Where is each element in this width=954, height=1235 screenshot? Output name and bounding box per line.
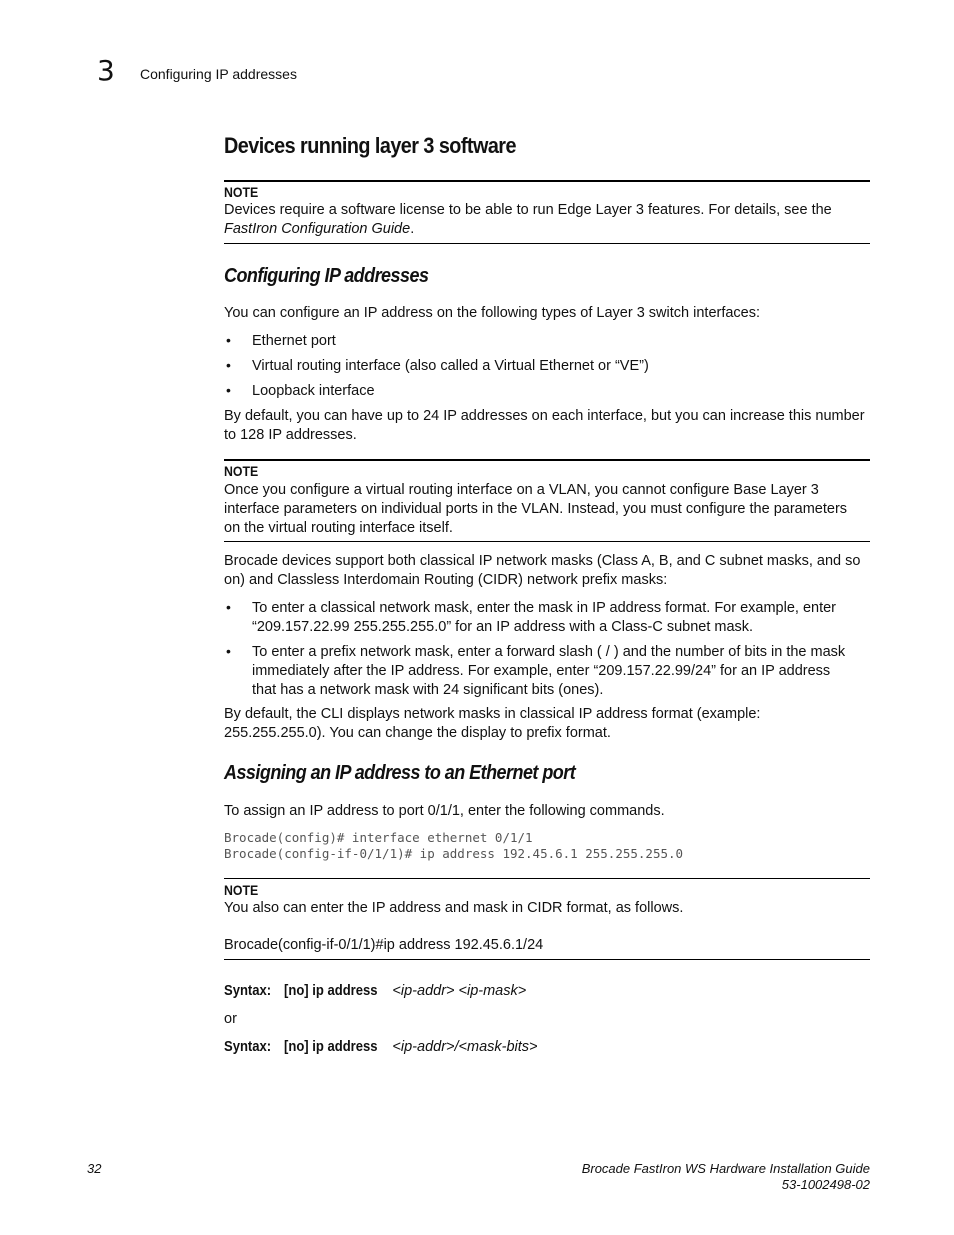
code-block	[224, 830, 683, 862]
syntax-command: [no] ip address	[284, 983, 378, 999]
text-line: on the virtual routing interface itself.	[224, 520, 453, 536]
note-rule-top	[224, 180, 870, 182]
running-header-title: Configuring IP addresses	[140, 66, 297, 82]
note-rule-bottom	[224, 959, 870, 960]
text-line: that has a network mask with 24 significant bits (ones).	[252, 682, 604, 698]
note-text	[224, 481, 870, 538]
list-item: Virtual routing interface (also called a Virtual Ethernet or “VE”)	[252, 358, 649, 374]
note-label: NOTE	[224, 463, 259, 479]
bullet-icon: •	[226, 332, 231, 348]
text-line: By default, you can have up to 24 IP addresses on each interface, but you can increase this number	[224, 408, 865, 424]
note-label: NOTE	[224, 882, 259, 898]
intro-paragraph: To assign an IP address to port 0/1/1, enter the following commands.	[224, 803, 665, 819]
intro-paragraph: You can configure an IP address on the following types of Layer 3 switch interfaces:	[224, 305, 761, 321]
note-text	[224, 201, 870, 239]
default-paragraph	[224, 407, 870, 445]
list-item	[252, 599, 872, 637]
text-line: 255.255.255.0). You can change the display to prefix format.	[224, 725, 611, 741]
section-title-layer3: Devices running layer 3 software	[224, 133, 516, 158]
text-line: to 128 IP addresses.	[224, 427, 357, 443]
list-item	[252, 643, 872, 700]
or-text: or	[224, 1011, 237, 1027]
guide-reference: FastIron Configuration Guide	[224, 221, 411, 237]
bullet-icon: •	[226, 382, 231, 398]
text-line: Once you configure a virtual routing interface on a VLAN, you cannot configure Base Layer 3	[224, 482, 819, 498]
list-item: Ethernet port	[252, 333, 336, 349]
note-rule-bottom	[224, 541, 870, 542]
text-line: To enter a classical network mask, enter the mask in IP address format. For example, enter	[252, 600, 837, 616]
cli-paragraph	[224, 705, 870, 743]
note-rule-bottom	[224, 243, 870, 244]
bullet-icon: •	[226, 643, 231, 659]
note-command: Brocade(config-if-0/1/1)#ip address 192.45.6.1/24	[224, 937, 544, 953]
subsection-title-configuring: Configuring IP addresses	[224, 265, 429, 287]
note-period: .	[410, 221, 415, 237]
text-line: immediately after the IP address. For example, enter “209.157.22.99/24” for an IP address	[252, 663, 831, 679]
bullet-icon: •	[226, 599, 231, 615]
note-label: NOTE	[224, 184, 259, 200]
masks-paragraph	[224, 552, 870, 590]
chapter-number: 3	[97, 54, 115, 87]
footer-guide	[582, 1161, 870, 1193]
text-line: “209.157.22.99 255.255.255.0” for an IP address with a Class-C subnet mask.	[252, 619, 754, 635]
doc-number: 53-1002498-02	[781, 1177, 870, 1192]
syntax-args: <ip-addr> <ip-mask>	[392, 983, 527, 999]
code-line: Brocade(config-if-0/1/1)# ip address 192.45.6.1 255.255.255.0	[224, 846, 684, 861]
page-number: 32	[87, 1161, 102, 1176]
syntax-args: <ip-addr>/<mask-bits>	[392, 1039, 538, 1055]
syntax-line	[224, 982, 526, 1001]
text-line: on) and Classless Interdomain Routing (CIDR) network prefix masks:	[224, 572, 668, 588]
syntax-line	[224, 1038, 538, 1057]
subsection-title-assigning: Assigning an IP address to an Ethernet port	[224, 762, 576, 784]
syntax-label: Syntax:	[224, 983, 272, 999]
text-line: To enter a prefix network mask, enter a forward slash ( / ) and the number of bits in the mask	[252, 644, 846, 660]
note-rule-top	[224, 459, 870, 461]
code-line: Brocade(config)# interface ethernet 0/1/1	[224, 830, 533, 845]
text-line: By default, the CLI displays network masks in classical IP address format (example:	[224, 706, 761, 722]
text-line: interface parameters on individual ports in the VLAN. Instead, you must configure the parameters	[224, 501, 848, 517]
list-item: Loopback interface	[252, 383, 375, 399]
note-text: You also can enter the IP address and mask in CIDR format, as follows.	[224, 900, 684, 916]
note-rule-top	[224, 878, 870, 879]
bullet-icon: •	[226, 357, 231, 373]
syntax-command: [no] ip address	[284, 1039, 378, 1055]
guide-title: Brocade FastIron WS Hardware Installation Guide	[581, 1161, 870, 1176]
syntax-label: Syntax:	[224, 1039, 272, 1055]
text-line: Brocade devices support both classical IP network masks (Class A, B, and C subnet masks, and so	[224, 553, 861, 569]
note-text-line: Devices require a software license to be able to run Edge Layer 3 features. For details, see the	[224, 202, 832, 218]
